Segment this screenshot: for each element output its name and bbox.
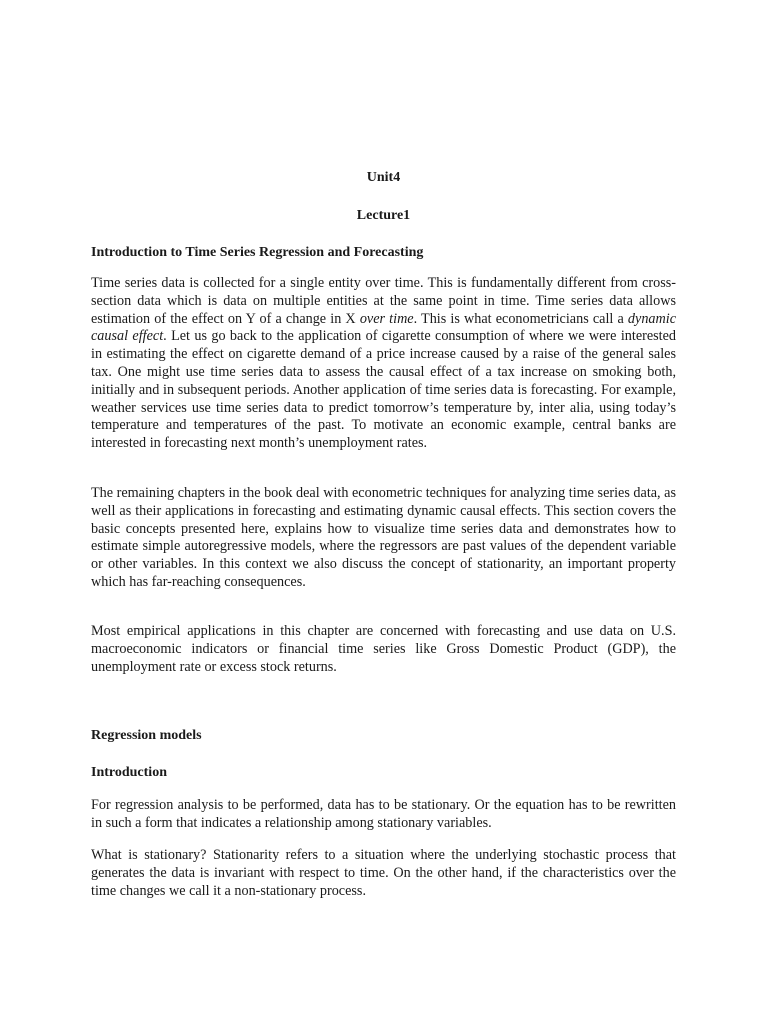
paragraph-empirical-applications: Most empirical applications in this chapter are concerned with forecasting and use data on U.S. macroeconomic indicators or financial time series like Gross Domestic Product (GDP), the unemployment rate or excess stock returns. — [91, 623, 676, 675]
emphasis-dynamic-causal-effect: dynamic causal effect — [91, 310, 676, 345]
emphasis-over-time: over time — [359, 310, 414, 327]
section-heading-time-series: Introduction to Time Series Regression and Forecasting — [91, 245, 424, 260]
subheading-introduction: Introduction — [91, 765, 167, 780]
unit-title: Unit4 — [366, 170, 401, 185]
lecture-title: Lecture1 — [356, 208, 411, 223]
paragraph-what-is-stationary: What is stationary? Stationarity refers to a situation where the underlying stochastic process that generates the data is invariant with respect to time. On the other hand, if the characteristics over the time changes we call it a non-stationary process. — [91, 847, 676, 899]
paragraph-text: . Let us go back to the application of cigarette consumption of where we were interested in estimating the effect on cigarette demand of a price increase caused by a raise of the general sales tax. One might use time series data to assess the causal effect of a tax increase on smoking both, initially and in subsequent periods. Another application of time series data is forecasting. For example, weather services use time series data to predict tomorrow’s temperature by, inter alia, using today’s temperature and temperatures of the past. To motivate an economic example, central banks are interested in forecasting next month’s unemployment rates. — [91, 328, 676, 452]
paragraph-text: Time series data is collected for a single entity over time. This is fundamentally different from cross-section data which is data on multiple entities at the same point in time. Time series data allows estimation of the effect on Y of a change in X — [91, 275, 676, 327]
paragraph-text: . This is what econometricians call a — [413, 310, 628, 327]
paragraph-remaining-chapters: The remaining chapters in the book deal with econometric techniques for analyzing time series data, as well as their applications in forecasting and estimating dynamic causal effects. This section covers the basic concepts presented here, explains how to visualize time series data and demonstrates how to estimate simple autoregressive models, where the regressors are past values of the dependent variable or other variables. In this context we also discuss the concept of stationarity, an important property which has far-reaching consequences. — [91, 485, 676, 590]
section-heading-regression-models: Regression models — [91, 728, 202, 743]
paragraph-regression-stationary: For regression analysis to be performed, data has to be stationary. Or the equation has to be rewritten in such a form that indicates a relationship among stationary variables. — [91, 797, 676, 831]
paragraph-time-series-intro — [91, 275, 676, 453]
